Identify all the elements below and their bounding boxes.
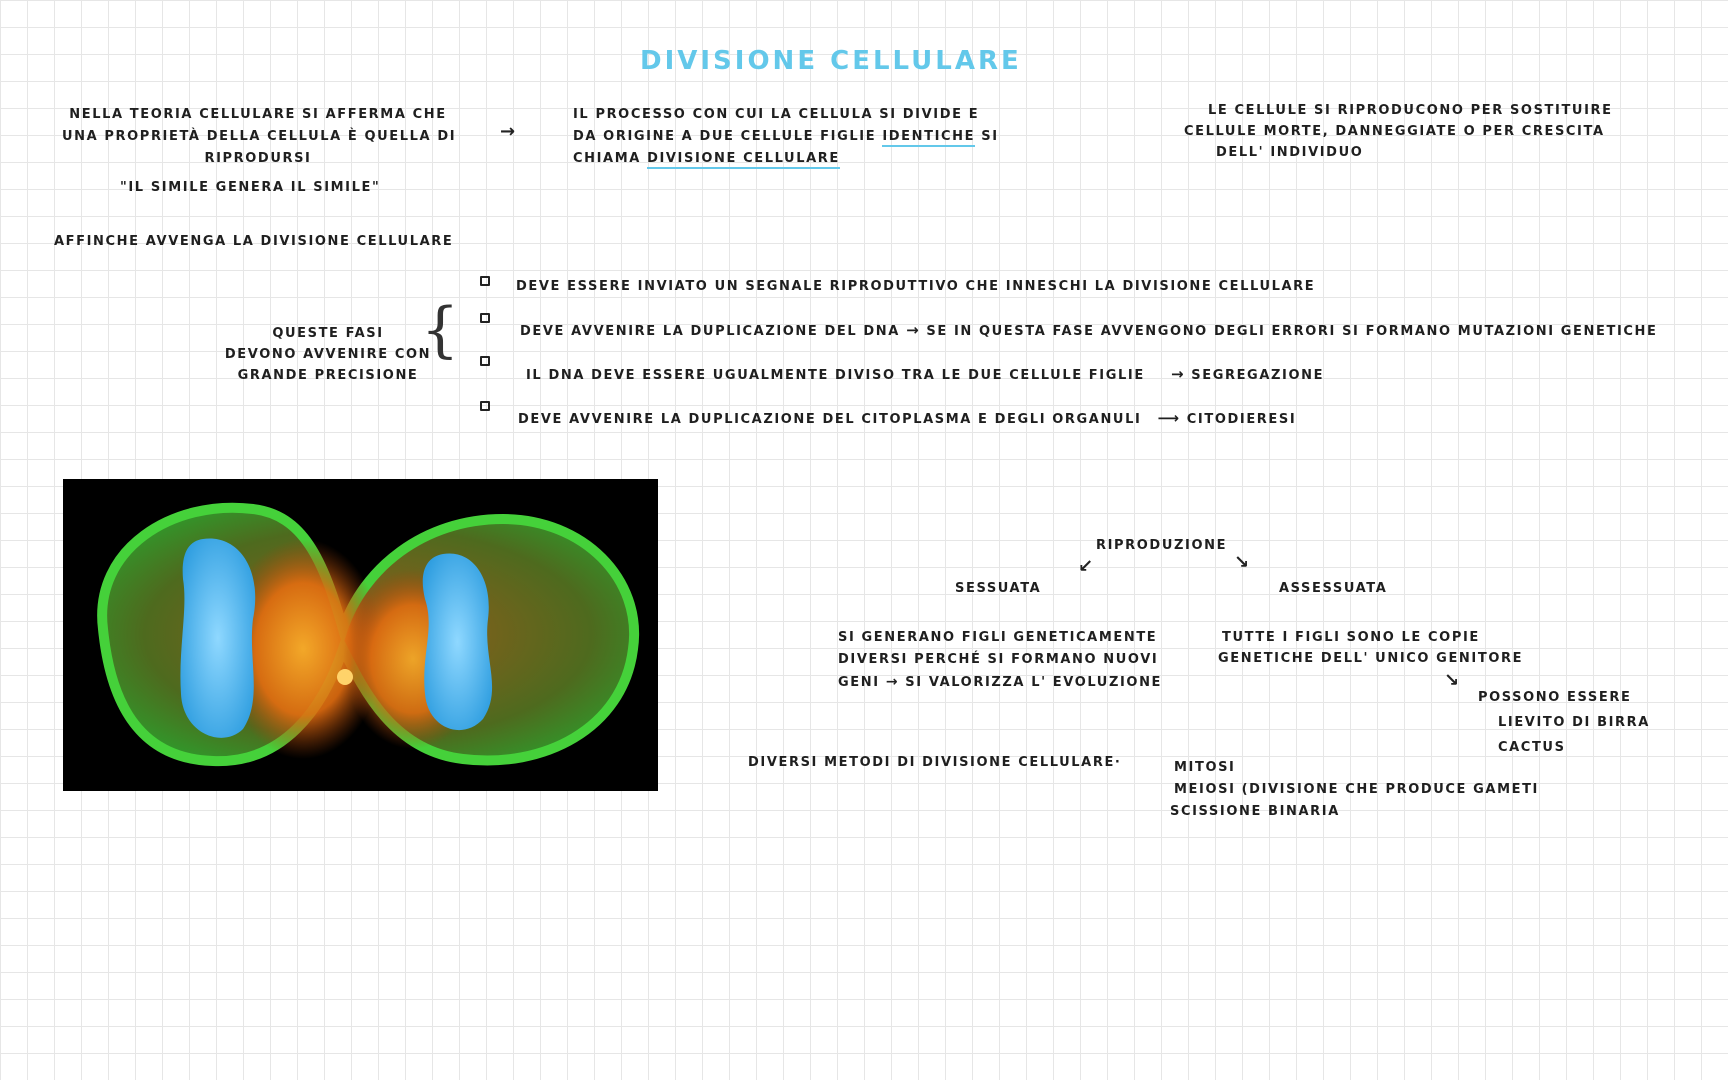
phases-note-line: GRANDE PRECISIONE <box>237 368 419 383</box>
process-line <box>573 126 999 148</box>
bullet-icon <box>480 313 490 323</box>
phase-item <box>518 411 1296 426</box>
purpose-block <box>1184 100 1613 163</box>
phases-note-line: DEVONO AVVENIRE CON <box>224 347 432 362</box>
metodi-item: MEIOSI (DIVISIONE CHE PRODUCE GAMETI <box>1174 782 1539 797</box>
sessuata-text: SI VALORIZZA L' EVOLUZIONE <box>905 675 1163 690</box>
cell-division-illustration <box>63 479 658 791</box>
intro-line: NELLA TEORIA CELLULARE SI AFFERMA CHE <box>69 107 447 122</box>
brace-icon: { <box>421 295 460 365</box>
arrow-down-right-icon: ↘ <box>1234 552 1250 573</box>
metodi-list <box>1170 757 1539 823</box>
intro-quote: "IL SIMILE GENERA IL SIMILE" <box>120 180 381 195</box>
phase-item-result: CITODIERESI <box>1186 412 1297 427</box>
phase-item: DEVE ESSERE INVIATO UN SEGNALE RIPRODUTTIVO CHE INNESCHI LA DIVISIONE CELLULARE <box>516 279 1316 294</box>
purpose-line: CELLULE MORTE, DANNEGGIATE O PER CRESCITA <box>1184 124 1605 139</box>
arrow-icon: → <box>906 321 921 339</box>
assessuata-desc <box>1218 627 1523 669</box>
arrow-icon: ⟶ <box>1157 409 1181 427</box>
metodi-item: MITOSI <box>1174 760 1236 775</box>
sessuata-desc <box>838 627 1162 694</box>
purpose-line: LE CELLULE SI RIPRODUCONO PER SOSTITUIRE <box>1208 103 1613 118</box>
affinche-heading: AFFINCHE AVVENGA LA DIVISIONE CELLULARE <box>54 234 454 249</box>
sessuata-text: GENI <box>838 675 880 690</box>
process-text: SI <box>981 129 999 144</box>
examples-line: LIEVITO DI BIRRA <box>1498 715 1650 730</box>
process-line: IL PROCESSO CON CUI LA CELLULA SI DIVIDE E <box>573 107 980 122</box>
arrow-icon: → <box>1170 365 1186 383</box>
metodi-label: DIVERSI METODI DI DIVISIONE CELLULARE· <box>748 755 1122 770</box>
metodi-item: SCISSIONE BINARIA <box>1170 804 1340 819</box>
sessuata-line <box>838 671 1162 694</box>
arrow-down-right-icon: ↘ <box>1444 670 1460 691</box>
assessuata-label: ASSESSUATA <box>1279 581 1388 596</box>
intro-block <box>62 104 457 170</box>
phase-item-text: IL DNA DEVE ESSERE UGUALMENTE DIVISO TRA LE DUE CELLULE FIGLIE <box>526 368 1145 383</box>
assessuata-line: GENETICHE DELL' UNICO GENITORE <box>1218 651 1524 666</box>
examples-line: CACTUS <box>1498 740 1566 755</box>
process-line <box>573 148 999 170</box>
assessuata-examples <box>1478 685 1650 760</box>
purpose-line: DELL' INDIVIDUO <box>1216 145 1364 160</box>
page-title: DIVISIONE CELLULARE <box>640 46 1022 76</box>
phase-item-text: DEVE AVVENIRE LA DUPLICAZIONE DEL DNA <box>520 324 900 339</box>
phase-item-result: SEGREGAZIONE <box>1191 368 1325 383</box>
process-underlined-text: IDENTICHE <box>882 129 975 147</box>
assessuata-line: TUTTE I FIGLI SONO LE COPIE <box>1222 630 1480 645</box>
intro-line: RIPRODURSI <box>204 151 312 166</box>
phase-item <box>526 367 1324 382</box>
phases-note <box>208 323 448 386</box>
phase-item-text: DEVE AVVENIRE LA DUPLICAZIONE DEL CITOPLASMA E DEGLI ORGANULI <box>518 412 1142 427</box>
bullet-icon <box>480 276 490 286</box>
bullet-icon <box>480 356 490 366</box>
process-text: DA ORIGINE A DUE CELLULE FIGLIE <box>573 129 877 144</box>
phases-note-line: QUESTE FASI <box>272 326 384 341</box>
process-underlined-text: DIVISIONE CELLULARE <box>647 151 840 169</box>
sessuata-label: SESSUATA <box>955 581 1042 596</box>
examples-line: POSSONO ESSERE <box>1478 690 1632 705</box>
sessuata-line: SI GENERANO FIGLI GENETICAMENTE <box>838 630 1158 645</box>
cell-division-image <box>63 479 658 791</box>
phase-item <box>520 323 1657 338</box>
phase-item-result: SE IN QUESTA FASE AVVENGONO DEGLI ERRORI SI FORMANO MUTAZIONI GENETICHE <box>926 324 1658 339</box>
arrow-down-left-icon: ↙ <box>1078 556 1094 577</box>
riproduzione-root: RIPRODUZIONE <box>1096 538 1228 553</box>
intro-line: UNA PROPRIETÀ DELLA CELLULA È QUELLA DI <box>62 129 457 144</box>
arrow-icon: → <box>500 121 516 142</box>
process-block <box>573 104 999 170</box>
arrow-icon: → <box>885 674 900 690</box>
sessuata-line: DIVERSI PERCHÉ SI FORMANO NUOVI <box>838 652 1159 667</box>
process-text: CHIAMA <box>573 151 641 166</box>
bullet-icon <box>480 401 490 411</box>
